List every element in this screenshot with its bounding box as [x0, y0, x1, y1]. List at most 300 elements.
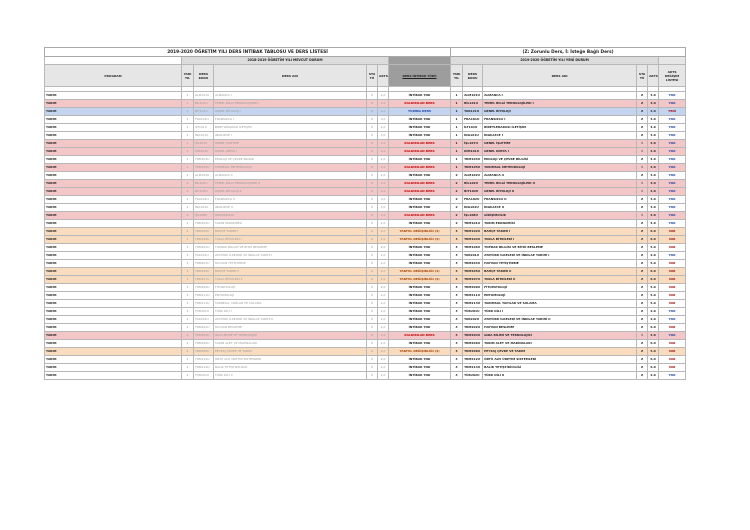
- old-yariyil-cell: 2: [182, 236, 194, 244]
- old-name-cell: BİREYLERARASI İLETİŞİM: [214, 124, 367, 132]
- new-code-cell: FRA101U: [463, 116, 483, 124]
- new-yariyil-cell: 4: [451, 364, 463, 372]
- old-name-cell: ATATÜRK İLKELERİ VE İNKILAP TARİHİ II: [214, 316, 367, 324]
- new-statu-cell: Z: [637, 92, 648, 100]
- old-name-cell: TEMEL BİLGİ TEKNOLOJİLERİ II: [214, 180, 367, 188]
- old-statu-cell: Z: [367, 316, 378, 324]
- old-code-cell: TRM209U: [194, 284, 214, 292]
- old-akts-cell: 4.0: [378, 212, 389, 220]
- new-akts-cell: 5.0: [648, 292, 659, 300]
- new-akts-cell: 2.0: [648, 372, 659, 380]
- old-code-cell: TRM206U: [194, 340, 214, 348]
- old-statu-cell: Z: [367, 220, 378, 228]
- intibak-type-cell: İNTİBAK YOK: [389, 364, 451, 372]
- old-name-cell: BALIK YETİŞTİRİCİLİĞİ: [214, 364, 367, 372]
- old-name-cell: ALMANCA I: [214, 92, 367, 100]
- old-name-cell: GENEL BİYOLOJİ I: [214, 108, 367, 116]
- old-code-cell: TRM106U: [194, 228, 214, 236]
- new-statu-cell: İ: [637, 164, 648, 172]
- new-statu-cell: Z: [637, 284, 648, 292]
- old-code-cell: TRM214U: [194, 364, 214, 372]
- old-statu-cell: Z: [367, 148, 378, 156]
- old-statu-cell: Z: [367, 324, 378, 332]
- new-statu-cell: Z: [637, 116, 648, 124]
- table-row: [45, 340, 686, 348]
- akts-change-cell: YOK: [659, 172, 686, 180]
- akts-change-cell: VAR: [659, 236, 686, 244]
- new-name-cell: İNGİLİZCE II: [483, 204, 637, 212]
- program-cell: TARIM: [45, 260, 182, 268]
- new-name-cell: TÜRK DİLİ I: [483, 308, 637, 316]
- akts-change-cell: VAR: [659, 244, 686, 252]
- program-cell: TARIM: [45, 364, 182, 372]
- intibak-type-cell: KALDIRILAN DERS: [389, 140, 451, 148]
- table-row: [45, 236, 686, 244]
- table-row: [45, 300, 686, 308]
- program-cell: TARIM: [45, 108, 182, 116]
- old-statu-cell: Z: [367, 348, 378, 356]
- old-code-cell: TRM105U: [194, 164, 214, 172]
- program-cell: TARIM: [45, 92, 182, 100]
- old-akts-cell: 4.0: [378, 340, 389, 348]
- new-name-cell: HAYVAN BESLEME: [483, 324, 637, 332]
- table-row: [45, 132, 686, 140]
- old-akts-cell: 4.0: [378, 348, 389, 356]
- new-name-cell: FRANSIZCA II: [483, 196, 637, 204]
- new-code-cell: TRM106U: [463, 244, 483, 252]
- new-akts-cell: 4.0: [648, 332, 659, 340]
- old-statu-cell: Z: [367, 364, 378, 372]
- table-row: [45, 220, 686, 228]
- table-row: [45, 228, 686, 236]
- new-yariyil-cell: 2: [451, 196, 463, 204]
- new-akts-cell: 2.0: [648, 308, 659, 316]
- old-name-cell: GİRİŞİMCİLİK: [214, 212, 367, 220]
- new-code-cell: TAR121U: [463, 108, 483, 116]
- program-cell: TARIM: [45, 148, 182, 156]
- old-yariyil-cell: 2: [182, 196, 194, 204]
- new-akts-cell: 2.0: [648, 316, 659, 324]
- col-new-yariyil: YARI YIL: [451, 65, 463, 87]
- new-name-cell: FRANSIZCA I: [483, 116, 637, 124]
- new-statu-cell: Z: [637, 228, 648, 236]
- old-name-cell: ENTOMOLOJİ: [214, 292, 367, 300]
- new-akts-cell: 3.0: [648, 180, 659, 188]
- program-cell: TARIM: [45, 348, 182, 356]
- page-title: 2019-2020 ÖĞRETİM YILI DERS İNTİBAK TABLOSU VE DERS LİSTESİ: [45, 48, 451, 57]
- table-row: [45, 244, 686, 252]
- old-yariyil-cell: 3: [182, 244, 194, 252]
- old-yariyil-cell: 1: [182, 92, 194, 100]
- old-code-cell: İLT101U: [194, 124, 214, 132]
- new-yariyil-cell: 3: [451, 292, 463, 300]
- old-yariyil-cell: 4: [182, 332, 194, 340]
- akts-change-cell: YOK: [659, 308, 686, 316]
- old-akts-cell: 4.0: [378, 180, 389, 188]
- new-akts-cell: 3.0: [648, 132, 659, 140]
- intibak-type-cell: YARIYIL DEĞİŞİKLİĞİ (4): [389, 268, 451, 276]
- akts-change-cell: VAR: [659, 284, 686, 292]
- program-cell: TARIM: [45, 316, 182, 324]
- old-yariyil-cell: 4: [182, 364, 194, 372]
- new-name-cell: BALIK YETİŞTİRİCİLİĞİ: [483, 364, 637, 372]
- col-intibak: DERS İNTİBAK TÜRÜ: [389, 65, 451, 87]
- old-yariyil-cell: 4: [182, 340, 194, 348]
- new-yariyil-cell: 2: [451, 172, 463, 180]
- old-name-cell: TARIM ALET VE MAKİNALARI: [214, 340, 367, 348]
- old-name-cell: TARLA BİTKİLERİ II: [214, 276, 367, 284]
- new-akts-cell: 4.0: [648, 188, 659, 196]
- new-code-cell: TRM205U: [463, 268, 483, 276]
- new-akts-cell: 5.0: [648, 244, 659, 252]
- old-akts-cell: 4.0: [378, 92, 389, 100]
- intibak-type-cell: İNTİBAK YOK: [389, 172, 451, 180]
- col-new-akts: AKTS: [648, 65, 659, 87]
- old-yariyil-cell: 1: [182, 100, 194, 108]
- old-name-cell: GENEL İŞLETME: [214, 140, 367, 148]
- new-code-cell: TRM209U: [463, 284, 483, 292]
- old-akts-cell: 4.0: [378, 364, 389, 372]
- table-row: [45, 140, 686, 148]
- program-cell: TARIM: [45, 236, 182, 244]
- table-row: [45, 364, 686, 372]
- new-code-cell: TRM206U: [463, 340, 483, 348]
- new-code-cell: ALM102U: [463, 172, 483, 180]
- col-old-name: DERS ADI: [214, 65, 367, 87]
- new-name-cell: ATATÜRK İLKELERİ VE İNKILAP TARİHİ I: [483, 252, 637, 260]
- new-statu-cell: Z: [637, 324, 648, 332]
- new-akts-cell: 4.0: [648, 124, 659, 132]
- table-row: [45, 348, 686, 356]
- new-yariyil-cell: 1: [451, 148, 463, 156]
- old-akts-cell: 4.0: [378, 156, 389, 164]
- akts-change-cell: YOK: [659, 204, 686, 212]
- new-code-cell: İNG102U: [463, 204, 483, 212]
- old-statu-cell: Z: [367, 236, 378, 244]
- old-statu-cell: Z: [367, 132, 378, 140]
- old-statu-cell: Z: [367, 156, 378, 164]
- old-code-cell: TRM102U: [194, 220, 214, 228]
- old-yariyil-cell: 3: [182, 268, 194, 276]
- new-code-cell: TRM103U: [463, 156, 483, 164]
- intibak-type-cell: İNTİBAK YOK: [389, 92, 451, 100]
- new-statu-cell: Z: [637, 316, 648, 324]
- old-statu-cell: Z: [367, 332, 378, 340]
- new-statu-cell: Z: [637, 268, 648, 276]
- new-code-cell: ALM101U: [463, 92, 483, 100]
- old-name-cell: TARIMSAL METEOROLOJİ: [214, 164, 367, 172]
- program-cell: TARIM: [45, 284, 182, 292]
- old-statu-cell: Z: [367, 180, 378, 188]
- program-cell: TARIM: [45, 268, 182, 276]
- new-yariyil-cell: 4: [451, 268, 463, 276]
- col-new-name: DERS ADI: [483, 65, 637, 87]
- program-cell: TARIM: [45, 204, 182, 212]
- old-name-cell: TÜRK DİLİ II: [214, 372, 367, 380]
- new-yariyil-cell: 1: [451, 116, 463, 124]
- old-code-cell: TÜR201U: [194, 308, 214, 316]
- old-code-cell: BİL101U: [194, 100, 214, 108]
- old-yariyil-cell: 1: [182, 132, 194, 140]
- old-akts-cell: 3.0: [378, 116, 389, 124]
- new-name-cell: GENEL İŞLETME: [483, 140, 637, 148]
- program-cell: TARIM: [45, 356, 182, 364]
- new-code-cell: TRM101U: [463, 220, 483, 228]
- new-akts-cell: 4.0: [648, 212, 659, 220]
- col-program: PROGRAM: [45, 65, 182, 87]
- new-yariyil-cell: 4: [451, 340, 463, 348]
- new-statu-cell: Z: [637, 276, 648, 284]
- old-akts-cell: 4.0: [378, 356, 389, 364]
- old-code-cell: İNG101U: [194, 132, 214, 140]
- old-name-cell: TÜRK DİLİ I: [214, 308, 367, 316]
- section-mid: [389, 57, 451, 65]
- new-yariyil-cell: 1: [451, 132, 463, 140]
- new-akts-cell: 6.0: [648, 340, 659, 348]
- col-old-statu: STA TÜ: [367, 65, 378, 87]
- program-cell: TARIM: [45, 332, 182, 340]
- new-name-cell: TEMEL BİLGİ TEKNOLOJİLERİ I: [483, 100, 637, 108]
- old-code-cell: BİY102U: [194, 188, 214, 196]
- old-yariyil-cell: 1: [182, 164, 194, 172]
- intibak-type-cell: İNTİBAK YOK: [389, 156, 451, 164]
- intibak-table: [44, 47, 686, 380]
- new-akts-cell: 4.0: [648, 140, 659, 148]
- intibak-type-cell: İNTİBAK YOK: [389, 292, 451, 300]
- new-name-cell: GIDA BİLİMİ VE TEKNOLOJİSİ: [483, 332, 637, 340]
- akts-change-cell: YOK: [659, 332, 686, 340]
- old-akts-cell: 2.0: [378, 252, 389, 260]
- new-akts-cell: 6.0: [648, 268, 659, 276]
- new-akts-cell: 5.0: [648, 260, 659, 268]
- new-yariyil-cell: 4: [451, 356, 463, 364]
- old-statu-cell: Z: [367, 292, 378, 300]
- table-row: [45, 284, 686, 292]
- new-statu-cell: Z: [637, 172, 648, 180]
- intibak-type-cell: İNTİBAK YOK: [389, 260, 451, 268]
- table-row: [45, 276, 686, 284]
- old-name-cell: TOPRAK BİLGİSİ VE BİTKİ BESLEME: [214, 244, 367, 252]
- intibak-type-cell: İNTİBAK YOK: [389, 284, 451, 292]
- new-code-cell: TRM208U: [463, 348, 483, 356]
- new-akts-cell: 6.0: [648, 236, 659, 244]
- new-statu-cell: Z: [637, 260, 648, 268]
- new-statu-cell: Z: [637, 132, 648, 140]
- old-statu-cell: Z: [367, 188, 378, 196]
- program-cell: TARIM: [45, 324, 182, 332]
- akts-change-cell: VAR: [659, 300, 686, 308]
- col-new-statu: STA TÜ: [637, 65, 648, 87]
- old-name-cell: EKOLOJİ VE ÇEVRE BİLGİSİ: [214, 156, 367, 164]
- table-row: [45, 180, 686, 188]
- old-akts-cell: 4.0: [378, 108, 389, 116]
- new-yariyil-cell: 4: [451, 332, 463, 340]
- table-row: [45, 92, 686, 100]
- table-row: [45, 332, 686, 340]
- legend-text: (Z: Zorunlu Ders, İ: İsteğe Bağlı Ders): [451, 48, 686, 57]
- new-code-cell: TAR201U: [463, 252, 483, 260]
- intibak-type-cell: İNTİBAK YOK: [389, 244, 451, 252]
- program-cell: TARIM: [45, 292, 182, 300]
- new-name-cell: BAHÇE TARIMI I: [483, 228, 637, 236]
- old-akts-cell: 4.0: [378, 260, 389, 268]
- old-name-cell: ÖRTÜ ALTI ÜRETİM SİSTEMLERİ: [214, 356, 367, 364]
- new-yariyil-cell: 1: [451, 164, 463, 172]
- table-row: [45, 204, 686, 212]
- old-code-cell: TRM213U: [194, 300, 214, 308]
- old-code-cell: TRM203U: [194, 260, 214, 268]
- new-statu-cell: Z: [637, 292, 648, 300]
- old-name-cell: İNGİLİZCE II: [214, 204, 367, 212]
- old-akts-cell: 4.0: [378, 276, 389, 284]
- old-code-cell: TRM108U: [194, 236, 214, 244]
- old-statu-cell: Z: [367, 276, 378, 284]
- table-row: [45, 212, 686, 220]
- new-yariyil-cell: 2: [451, 220, 463, 228]
- new-statu-cell: Z: [637, 100, 648, 108]
- intibak-type-cell: İNTİBAK YOK: [389, 116, 451, 124]
- old-akts-cell: 4.0: [378, 300, 389, 308]
- new-akts-cell: 4.0: [648, 148, 659, 156]
- akts-change-cell: YOK: [659, 372, 686, 380]
- old-akts-cell: 4.0: [378, 292, 389, 300]
- new-code-cell: İŞL107U: [463, 140, 483, 148]
- new-name-cell: ALMANCA II: [483, 172, 637, 180]
- akts-change-cell: YOK: [659, 92, 686, 100]
- old-akts-cell: 4.0: [378, 236, 389, 244]
- new-code-cell: BİL101U: [463, 100, 483, 108]
- new-code-cell: TRM203U: [463, 260, 483, 268]
- old-code-cell: TRM212U: [194, 356, 214, 364]
- new-name-cell: GENEL BİYOLOJİ II: [483, 188, 637, 196]
- new-name-cell: ALMANCA I: [483, 92, 637, 100]
- old-yariyil-cell: 3: [182, 252, 194, 260]
- table-row: [45, 308, 686, 316]
- old-code-cell: TRM211U: [194, 292, 214, 300]
- new-statu-cell: Z: [637, 244, 648, 252]
- akts-change-cell: VAR: [659, 340, 686, 348]
- new-statu-cell: İ: [637, 188, 648, 196]
- old-akts-cell: 2.0: [378, 308, 389, 316]
- section-end: [659, 57, 686, 65]
- old-akts-cell: 4.0: [378, 164, 389, 172]
- col-old-code: DERS KODU: [194, 65, 214, 87]
- old-statu-cell: Z: [367, 244, 378, 252]
- new-yariyil-cell: 2: [451, 212, 463, 220]
- new-name-cell: TARLA BİTKİLERİ II: [483, 276, 637, 284]
- akts-change-cell: VAR: [659, 276, 686, 284]
- old-statu-cell: Z: [367, 108, 378, 116]
- program-cell: TARIM: [45, 140, 182, 148]
- section-old-header: 2018-2019 ÖĞRETİM YILI MEVCUT DURUM: [182, 57, 389, 65]
- program-cell: TARIM: [45, 212, 182, 220]
- program-cell: TARIM: [45, 308, 182, 316]
- new-statu-cell: Z: [637, 156, 648, 164]
- old-code-cell: KİM101U: [194, 148, 214, 156]
- program-cell: TARIM: [45, 196, 182, 204]
- new-yariyil-cell: 4: [451, 276, 463, 284]
- old-code-cell: TRM201U: [194, 244, 214, 252]
- new-statu-cell: İ: [637, 212, 648, 220]
- old-yariyil-cell: 3: [182, 292, 194, 300]
- table-row: [45, 316, 686, 324]
- old-statu-cell: Z: [367, 196, 378, 204]
- old-yariyil-cell: 1: [182, 156, 194, 164]
- old-statu-cell: Z: [367, 340, 378, 348]
- intibak-sheet: [44, 47, 685, 380]
- akts-change-cell: VAR: [659, 324, 686, 332]
- akts-change-cell: YOK: [659, 180, 686, 188]
- old-statu-cell: Z: [367, 372, 378, 380]
- table-row: [45, 108, 686, 116]
- old-code-cell: ALM102U: [194, 172, 214, 180]
- old-code-cell: TAR202U: [194, 316, 214, 324]
- new-yariyil-cell: 3: [451, 228, 463, 236]
- intibak-type-cell: İNTİBAK YOK: [389, 324, 451, 332]
- intibak-type-cell: İNTİBAK YOK: [389, 308, 451, 316]
- akts-change-cell: YOK: [659, 132, 686, 140]
- old-yariyil-cell: 3: [182, 260, 194, 268]
- new-name-cell: TARLA BİTKİLERİ I: [483, 236, 637, 244]
- intibak-type-cell: KALDIRILAN DERS: [389, 100, 451, 108]
- new-akts-cell: 3.0: [648, 92, 659, 100]
- table-row: [45, 356, 686, 364]
- program-cell: TARIM: [45, 172, 182, 180]
- new-code-cell: TRM211U: [463, 292, 483, 300]
- old-name-cell: GENEL BİYOLOJİ II: [214, 188, 367, 196]
- table-row: [45, 148, 686, 156]
- akts-change-cell: YOK: [659, 100, 686, 108]
- old-name-cell: FRANSIZCA I: [214, 116, 367, 124]
- new-code-cell: TÜR201U: [463, 308, 483, 316]
- new-akts-cell: 4.0: [648, 108, 659, 116]
- akts-change-cell: VAR: [659, 356, 686, 364]
- intibak-type-cell: YARIYIL DEĞİŞİKLİĞİ (3): [389, 228, 451, 236]
- section-spacer: [45, 57, 182, 65]
- old-yariyil-cell: 2: [182, 212, 194, 220]
- table-row: [45, 116, 686, 124]
- new-yariyil-cell: 3: [451, 308, 463, 316]
- new-akts-cell: 6.0: [648, 364, 659, 372]
- intibak-type-cell: İNTİBAK YOK: [389, 220, 451, 228]
- old-statu-cell: Z: [367, 124, 378, 132]
- old-name-cell: FRANSIZCA II: [214, 196, 367, 204]
- new-yariyil-cell: 1: [451, 156, 463, 164]
- old-name-cell: ATATÜRK İLKELERİ VE İNKILAP TARİHİ I: [214, 252, 367, 260]
- new-statu-cell: Z: [637, 108, 648, 116]
- old-code-cell: TRM205U: [194, 268, 214, 276]
- old-code-cell: FRA101U: [194, 116, 214, 124]
- old-code-cell: BİY101U: [194, 108, 214, 116]
- new-code-cell: TRM204U: [463, 332, 483, 340]
- new-statu-cell: Z: [637, 124, 648, 132]
- new-akts-cell: 5.0: [648, 300, 659, 308]
- old-name-cell: ALMANCA II: [214, 172, 367, 180]
- new-yariyil-cell: 3: [451, 252, 463, 260]
- program-cell: TARIM: [45, 132, 182, 140]
- old-akts-cell: 2.0: [378, 372, 389, 380]
- old-statu-cell: Z: [367, 300, 378, 308]
- program-cell: TARIM: [45, 340, 182, 348]
- new-statu-cell: İ: [637, 180, 648, 188]
- table-row: [45, 372, 686, 380]
- akts-change-cell: YOK: [659, 212, 686, 220]
- new-statu-cell: İ: [637, 140, 648, 148]
- table-row: [45, 164, 686, 172]
- old-code-cell: TRM207U: [194, 276, 214, 284]
- new-name-cell: GİRİŞİMCİLİK: [483, 212, 637, 220]
- akts-change-cell: YOK: [659, 124, 686, 132]
